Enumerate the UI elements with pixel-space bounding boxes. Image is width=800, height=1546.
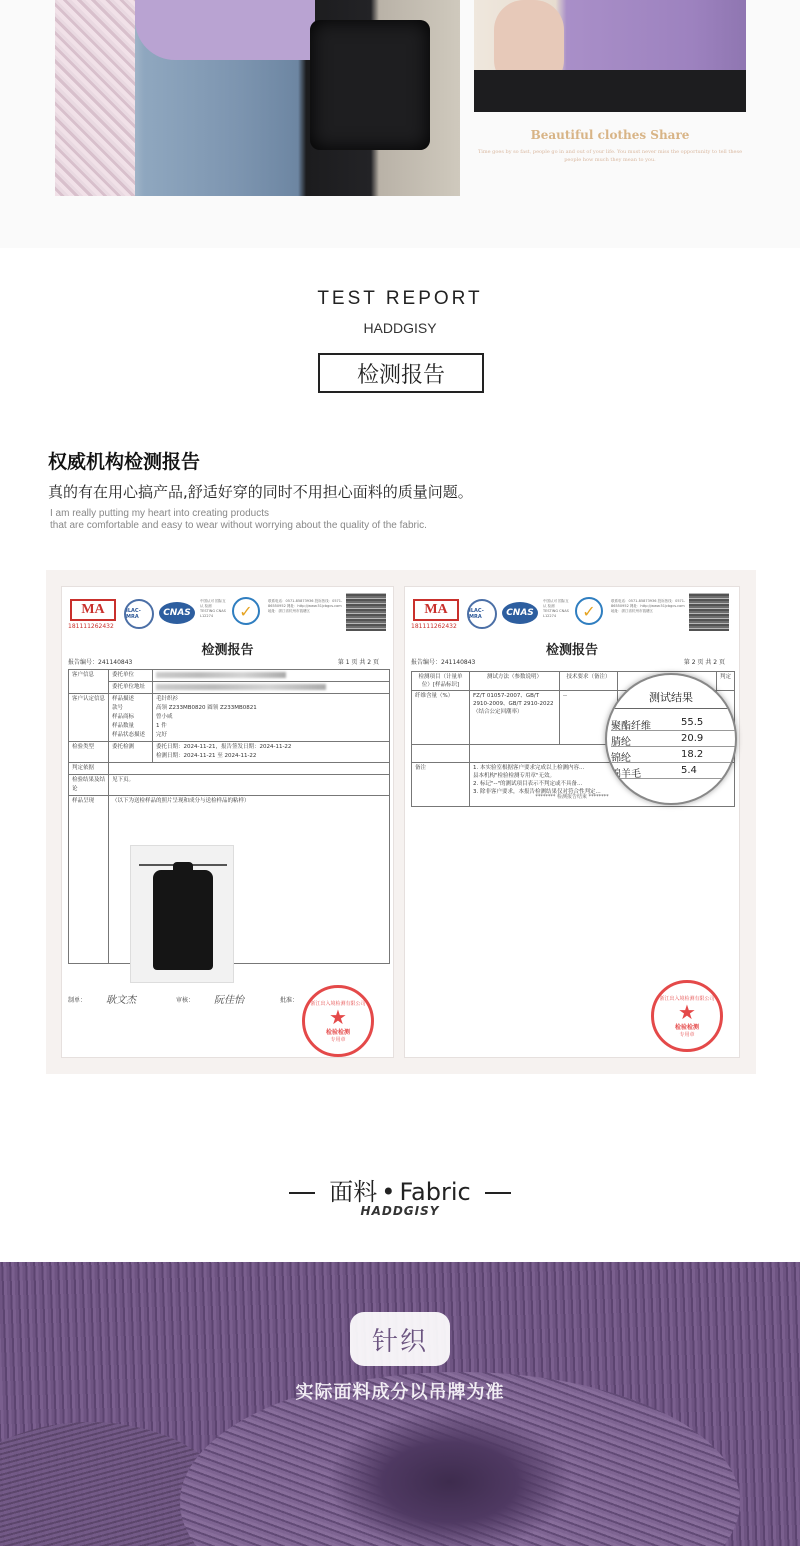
table-cell: --	[560, 691, 618, 745]
table-cell: （以下为送检样品的照片呈现和成分与送检样品的粘样）	[109, 796, 390, 964]
fiber-value: 20.9	[681, 733, 704, 744]
star-icon: ★	[678, 999, 696, 1024]
column-header: 判定	[717, 672, 735, 691]
table-cell: 备注	[412, 763, 470, 807]
column-header: 检测项目（计量单位）[样品标识]	[412, 672, 470, 691]
fiber-name: 腈纶	[611, 737, 631, 748]
table-row	[69, 694, 390, 742]
fabric-heading	[0, 1172, 800, 1207]
table-row	[69, 742, 390, 763]
fabric-heading-dot: •	[381, 1178, 396, 1206]
field-value: 曾小咸	[156, 714, 173, 720]
field-key: 样品商标	[112, 714, 135, 720]
table-cell: 委托检测	[109, 742, 153, 763]
certificate-page-1	[61, 586, 394, 1058]
report-number: 报告编号：241140843	[411, 659, 476, 666]
black-handbag	[310, 20, 430, 150]
lab-contact-info: 联系电话：0571-85873936 投诉热线：0571-86550952 网址：http://www.51jcbgcs.com 地址：浙江省杭州市钱塘区	[611, 599, 686, 613]
field-value: 高领 Z233MB0820 圆领 Z233MB0821	[156, 705, 257, 711]
field-key: 样品状态描述	[112, 732, 146, 738]
seal-line-2: 专用章	[330, 1036, 346, 1043]
cma-number: 181111262432	[68, 623, 114, 630]
accreditation-text: 中国认可 国际互认 检测 TESTING CNAS L12274	[200, 599, 226, 618]
cma-number: 181111262432	[411, 623, 457, 630]
table-cell: 检验类型	[69, 742, 109, 763]
field-value: 完好	[156, 732, 168, 738]
page-indicator: 第 1 页 共 2 页	[337, 659, 379, 666]
qr-code-icon	[346, 593, 386, 631]
table-cell: 检验结果及结论	[69, 775, 109, 796]
certificate-page-2	[404, 586, 740, 1058]
fiber-row	[611, 763, 737, 779]
table-cell	[412, 745, 470, 763]
seal-ring-text: 浙江出入境检测有限公司	[310, 1000, 366, 1007]
fiber-value: 18.2	[681, 749, 704, 760]
lab-contact-info: 联系电话：0571-85873936 投诉热线：0571-86550952 网址：http://www.51jcbgcs.com 地址：浙江省杭州市钱塘区	[268, 599, 343, 613]
fabric-brand: HADDGISY	[360, 1204, 440, 1218]
redacted-value	[153, 670, 390, 682]
seal-line-1: 检验检测	[674, 1023, 699, 1031]
table-cell	[153, 694, 390, 742]
seal-line-1: 检验检测	[325, 1028, 350, 1036]
cert-logos	[68, 593, 388, 633]
official-seal-stamp	[651, 980, 723, 1052]
fabric-heading-en: Fabric	[399, 1178, 471, 1206]
magnifier-header: 测试结果	[607, 689, 735, 709]
field-value: 检测日期：2024-11-21 至 2024-11-22	[156, 753, 257, 759]
fiber-name: 锦纶	[611, 753, 631, 764]
fabric-note: 实际面料成分以吊牌为准	[295, 1382, 505, 1403]
column-header: 技术要求（备注）	[560, 672, 618, 691]
redacted-value	[153, 682, 390, 694]
table-cell: 客户认定信息	[69, 694, 109, 742]
table-cell: 客户信息	[69, 670, 109, 694]
table-cell	[153, 742, 390, 763]
sign-make-label: 制单：	[68, 997, 87, 1004]
table-row	[69, 682, 390, 694]
signature-2: 阮佳怡	[214, 995, 244, 1006]
heading-dash-right	[485, 1192, 511, 1194]
top-photo-strip	[0, 0, 800, 248]
field-key: 样品描述	[112, 696, 135, 702]
share-title: Beautiful clothes Share	[530, 128, 690, 142]
cnas-logo: CNAS	[159, 602, 195, 624]
model-photo-right	[474, 0, 746, 112]
black-turtleneck-sweater	[153, 870, 213, 970]
remark-line: 县本机构"检验检测专用章"无效。	[473, 773, 556, 779]
fabric-fold-shadow	[330, 1412, 570, 1546]
authority-description-en-2: that are comfortable and easy to wear without worrying about the quality of the fabric.	[50, 520, 427, 531]
sign-review-label: 审核：	[176, 997, 195, 1004]
sign-approve-label: 批准：	[280, 997, 299, 1004]
report-end-marker: ******** 检测报告结束 ********	[535, 794, 609, 800]
field-key: 款号	[112, 705, 124, 711]
fabric-heading-cn: 面料	[329, 1178, 378, 1206]
official-seal-stamp	[302, 985, 374, 1057]
ilac-logo: ILAC-MRA	[467, 599, 497, 629]
remark-line: 3. 除非客户要求，本报告检测结果仅对符合性判定...	[473, 789, 601, 795]
table-row	[69, 775, 390, 796]
knit-badge: 针织	[350, 1312, 450, 1366]
knit-fabric-photo	[0, 1262, 800, 1546]
dark-skirt-detail	[474, 70, 746, 112]
table-cell	[109, 763, 390, 775]
fiber-value: 5.4	[681, 765, 697, 776]
fiber-row	[611, 715, 737, 731]
fiber-row	[611, 747, 737, 763]
cma-logo: MA	[70, 599, 116, 621]
tweed-jacket-detail	[55, 0, 135, 196]
table-row	[69, 763, 390, 775]
document-title: 检测报告	[545, 643, 598, 658]
fiber-value: 55.5	[681, 717, 704, 728]
lilac-sweater-detail	[135, 0, 315, 60]
field-value: 毛针织衫	[156, 696, 179, 702]
checkmark-logo-icon: ✓	[232, 597, 260, 625]
remark-line: 1. 本实验室根据客户要求完成以上检测内容...	[473, 765, 585, 771]
fiber-name: 绵羊毛	[611, 769, 641, 780]
document-title: 检测报告	[201, 643, 254, 658]
fiber-row	[611, 731, 737, 747]
authority-description-en-1: I am really putting my heart into creating products	[50, 508, 269, 519]
cnas-logo: CNAS	[502, 602, 538, 624]
authority-title: 权威机构检测报告	[48, 451, 201, 473]
heading-dash-left	[289, 1192, 315, 1194]
table-cell: 判定依据	[69, 763, 109, 775]
table-cell: 委托单位地址	[109, 682, 153, 694]
column-header: 测试方法（参数说明）	[470, 672, 560, 691]
field-key: 样品数量	[112, 723, 135, 729]
test-report-title: TEST REPORT	[317, 288, 483, 309]
field-value: 1 件	[156, 723, 167, 729]
table-cell: 委托单位	[109, 670, 153, 682]
table-cell	[109, 694, 153, 742]
field-value: 委托日期：2024-11-21，报告签发日期：2024-11-22	[156, 744, 292, 750]
star-icon: ★	[329, 1004, 347, 1029]
cert-logos	[411, 593, 731, 633]
checkmark-logo-icon: ✓	[575, 597, 603, 625]
ilac-logo: ILAC-MRA	[124, 599, 154, 629]
table-cell: FZ/T 01057-2007、GB/T 2910-2009、GB/T 2910-2022（结合公定回潮率）	[470, 691, 560, 745]
fiber-name: 聚酯纤维	[611, 721, 651, 732]
table-row	[69, 670, 390, 682]
table-cell: 纤维含量（%）	[412, 691, 470, 745]
report-box-label: 检测报告	[318, 353, 484, 393]
brand-name: HADDGISY	[363, 320, 437, 336]
seal-line-2: 专用章	[679, 1031, 695, 1038]
qr-code-icon	[689, 593, 729, 631]
sample-garment-photo	[130, 845, 234, 983]
page-indicator: 第 2 页 共 2 页	[683, 659, 725, 666]
accreditation-text: 中国认可 国际互认 检测 TESTING CNAS L12274	[543, 599, 569, 618]
signature-1: 耿文杰	[106, 995, 136, 1006]
cma-logo: MA	[413, 599, 459, 621]
table-cell: 样品呈现	[69, 796, 109, 964]
model-photo-left	[55, 0, 460, 196]
table-cell: 见下页。	[109, 775, 390, 796]
authority-description-cn: 真的有在用心搞产品,舒适好穿的同时不用担心面料的质量问题。	[48, 483, 473, 501]
seal-ring-text: 浙江出入境检测有限公司	[659, 995, 715, 1002]
result-magnifier-callout	[605, 673, 737, 805]
share-subtitle: Time goes by so fast, people go in and out of your life. You must never miss the opportunity to tell these people how much they mean to you.	[477, 149, 743, 163]
report-number: 报告编号：241140843	[68, 659, 133, 666]
remark-line: 2. 标记"--"的测试项目表示不判定或不具备...	[473, 781, 583, 787]
